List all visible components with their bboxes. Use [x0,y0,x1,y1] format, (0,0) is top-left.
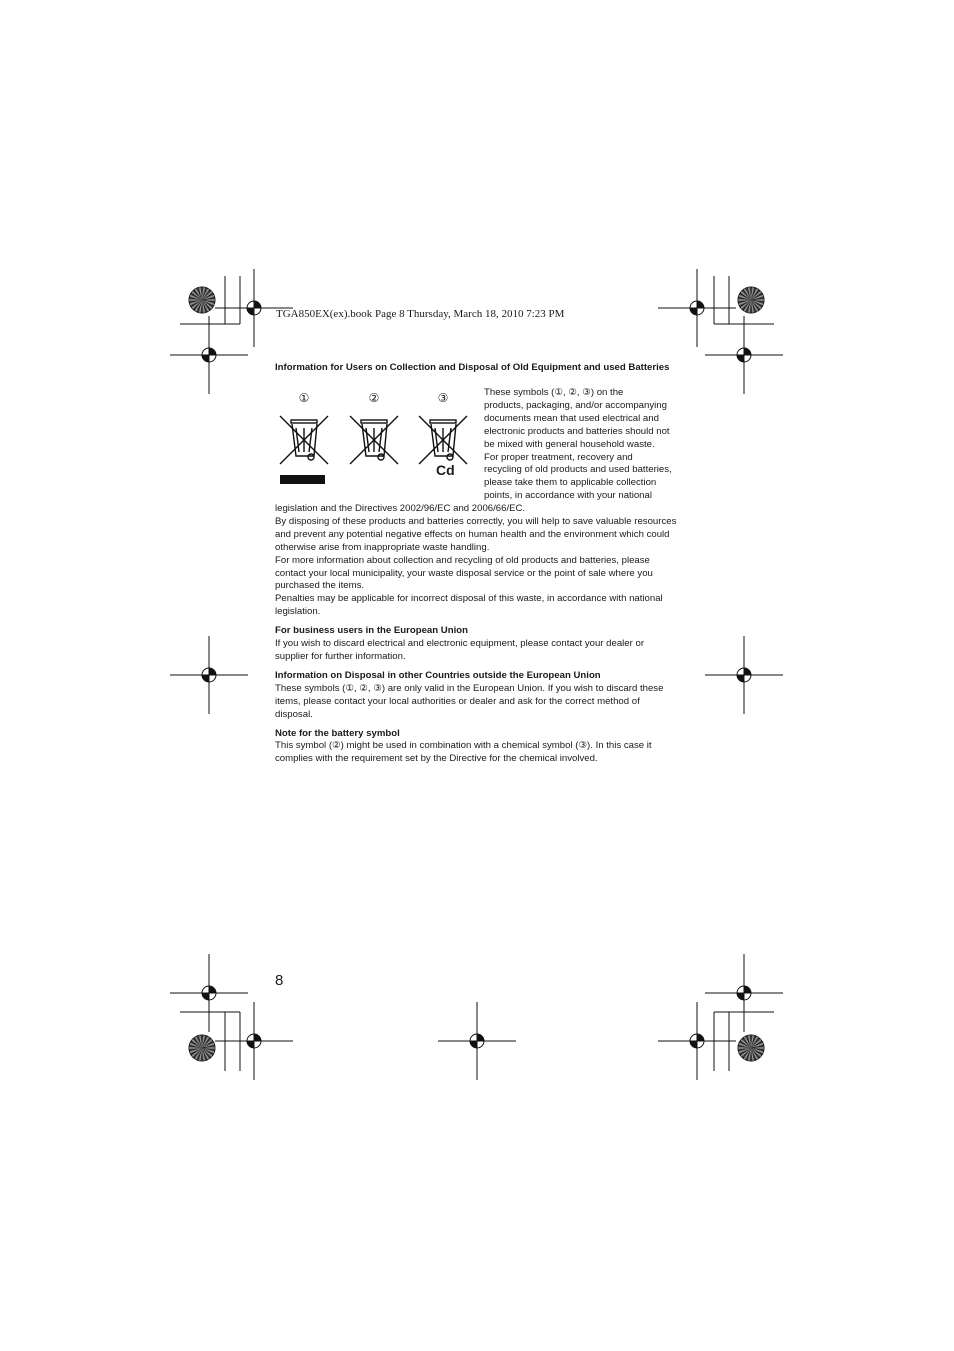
section-title: Information for Users on Collection and Disposal of Old Equipment and used Batteries [275,362,670,373]
side-line: documents mean that used electrical and [484,412,659,424]
side-line: electronic products and batteries should not [484,425,670,437]
registration-mark-icon [170,636,248,714]
business-title: For business users in the European Union [275,625,468,637]
registration-mark-icon [705,954,783,1032]
outside-eu-text: These symbols (①, ②, ③) are only valid in the European Union. If you wish to discard these items, please contact your local authorities or dealer and ask for the correct method of disposal. [275,682,664,720]
business-text: If you wish to discard electrical and electronic equipment, please contact your dealer or supplier for further information. [275,638,645,662]
side-line: be mixed with general household waste. [484,438,655,450]
body-text [275,503,679,766]
side-line: recycling of old products and used batteries, [484,464,672,476]
registration-mark-icon [658,1002,736,1080]
chemical-symbol-cd: Cd [436,462,455,478]
side-line: points, in accordance with your national [484,490,652,502]
star-target-icon [738,287,764,313]
penalties-paragraph: Penalties may be applicable for incorrect disposal of this waste, in accordance with national legislation. [275,593,663,618]
star-target-icon [189,287,215,313]
side-line: For proper treatment, recovery and [484,451,633,463]
more-info-paragraph: For more information about collection and recycling of old products and batteries, please contact your local municipality, your waste disposal service or the point of sale where you purchased the items. [275,554,653,592]
crossed-wheelie-bin-cd-icon [417,412,469,468]
registration-mark-icon [705,636,783,714]
page-number: 8 [275,972,284,989]
file-info-header: TGA850EX(ex).book Page 8 Thursday, March 18, 2010 7:23 PM [276,308,565,320]
star-target-icon [738,1035,764,1061]
registration-mark-icon [658,269,736,347]
benefits-paragraph: By disposing of these products and batteries correctly, you will help to save valuable resources and prevent any potential negative effects on human health and the environment which could otherwise arise from inappropriate waste handling. [275,515,677,553]
symbol-label-2: ② [368,391,380,405]
registration-mark-icon [170,954,248,1032]
side-line: These symbols (①, ②, ③) on the [484,387,624,398]
registration-mark-icon [438,1002,516,1080]
registration-mark-icon [170,316,248,394]
registration-mark-icon [705,316,783,394]
symbols-description [484,387,684,503]
outside-eu-title: Information on Disposal in other Countries outside the European Union [275,669,601,681]
battery-note-title: Note for the battery symbol [275,727,400,739]
star-target-icon [189,1035,215,1061]
symbol-label-3: ③ [437,391,449,405]
directives-paragraph: legislation and the Directives 2002/96/EC and 2006/66/EC. [275,503,526,514]
battery-note-text: This symbol (②) might be used in combination with a chemical symbol (③). In this case it complies with the requirement set by the Directive for the chemical involved. [275,740,652,765]
crossed-wheelie-bin-icon [348,412,400,468]
side-line: products, packaging, and/or accompanying [484,399,667,411]
crossed-wheelie-bin-with-bar-icon [278,412,330,486]
symbol-label-1: ① [298,391,310,405]
side-line: please take them to applicable collection [484,477,657,489]
registration-mark-icon [215,1002,293,1080]
